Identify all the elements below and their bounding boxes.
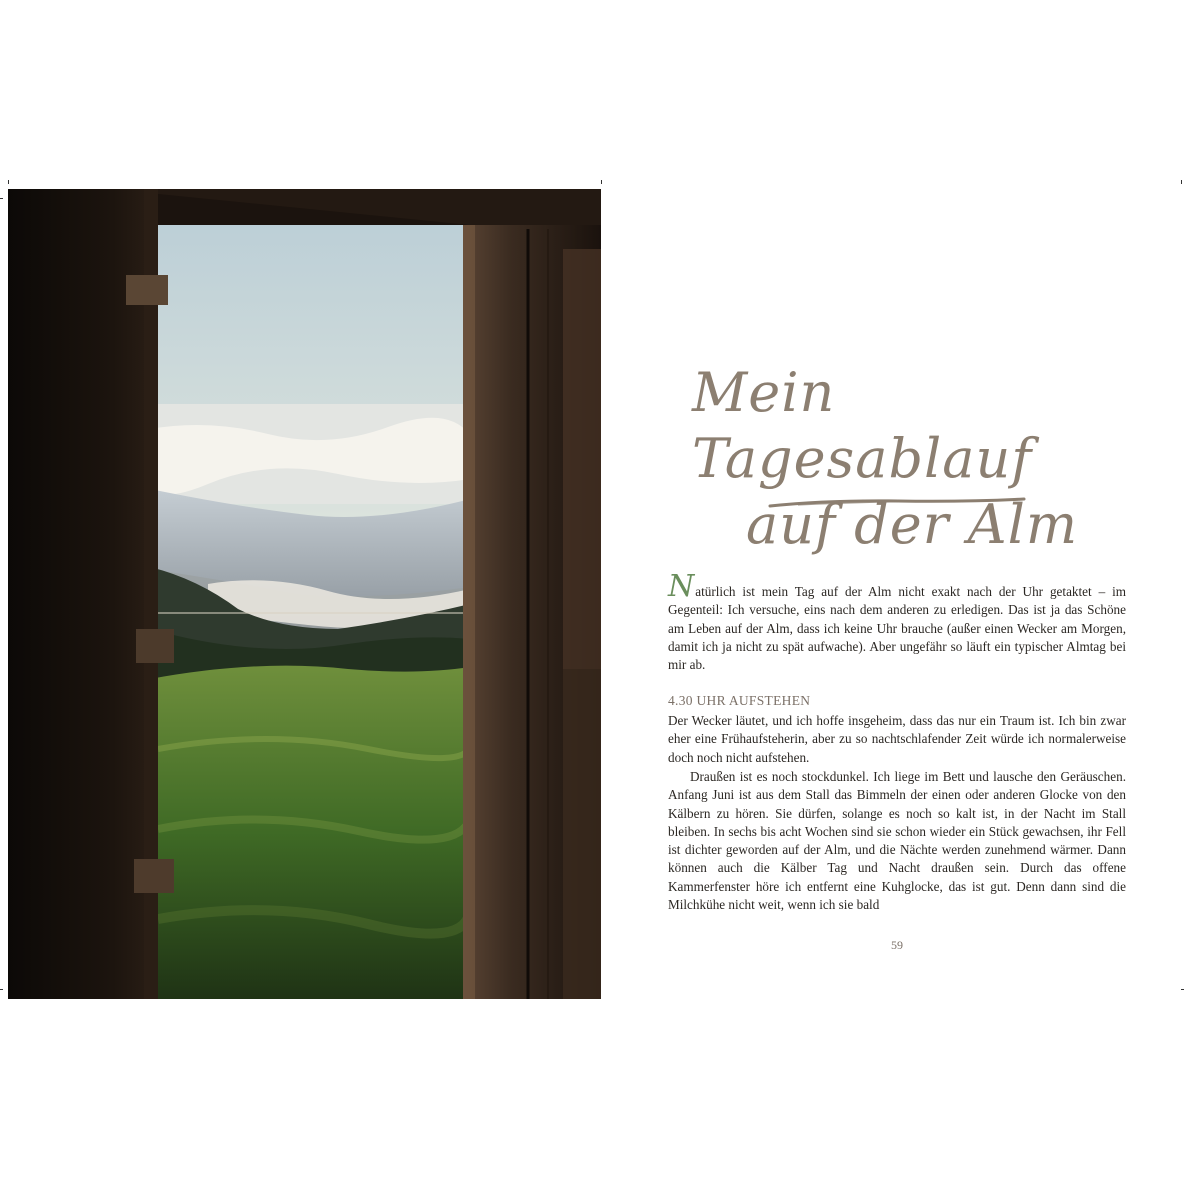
crop-mark xyxy=(601,180,602,184)
body-paragraph-2: Draußen ist es noch stockdunkel. Ich liege im Bett und lausche den Geräuschen. Anfang Juni ist aus dem Stall das Bimmeln der einen oder anderen Glocke von den Kälbern zu hören. Sie dürfen, solange es noch so kalt ist, in der Nacht im Stall bleiben. In sechs bis acht Wochen sind sie schon wieder ein Stück gewachsen, ihr Fell ist dichter geworden auf der Alm, und die Nächte werden zunehmend wärmer. Dann können auch die Kälber Tag und Nacht draußen sein. Durch das offene Kammerfenster höre ich entfernt eine Kuhglocke, das ist gut. Denn dann sind die Milchkühe nicht weit, wenn ich sie bald xyxy=(668,769,1126,913)
intro-paragraph xyxy=(668,569,1126,674)
crop-mark xyxy=(0,198,3,199)
page-number: 59 xyxy=(891,938,903,952)
crop-mark xyxy=(0,989,3,990)
body-paragraph-1: Der Wecker läutet, und ich hoffe insgeheim, dass das nur ein Traum ist. Ich bin zwar eher eine Frühaufsteherin, aber zu so nachtschlafender Zeit würde ich normalerweise doch noch nicht aufstehen. xyxy=(668,713,1126,765)
chapter-title xyxy=(680,360,1130,558)
section-heading: 4.30 UHR AUFSTEHEN xyxy=(668,693,811,708)
chapter-title-line1: Mein Tagesablauf xyxy=(692,361,1033,490)
doorway-photo xyxy=(8,189,601,999)
drop-cap: N xyxy=(668,569,695,604)
crop-mark xyxy=(1181,180,1182,184)
chapter-title-line2: auf der Alm xyxy=(746,493,1079,556)
intro-text: atürlich ist mein Tag auf der Alm nicht exakt nach der Uhr getaktet – im Gegenteil: Ich versuche, eins nach dem anderen zu erledigen. Das ist ja das Schöne am Leben auf der Alm, dass ich keine Uhr brauche (außer einen Wecker am Morgen, damit ich ja nicht zu spät aufwache). Aber ungefähr so läuft ein typischer Almtag bei mir ab. xyxy=(668,584,1126,673)
crop-mark xyxy=(8,180,9,184)
title-underline-swash xyxy=(768,494,1026,510)
